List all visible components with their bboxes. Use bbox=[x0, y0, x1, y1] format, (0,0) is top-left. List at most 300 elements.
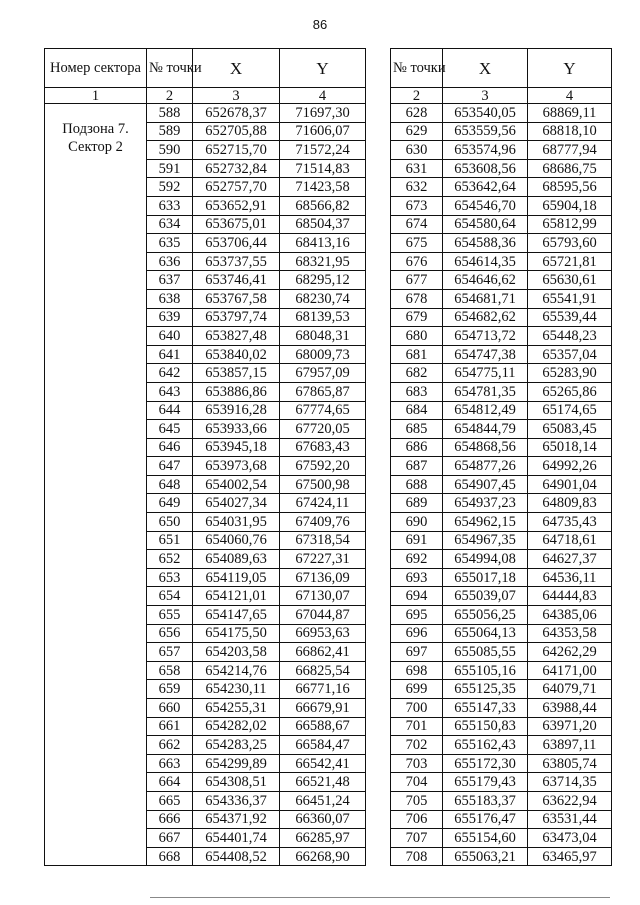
y-coordinate: 64992,26 bbox=[528, 457, 612, 476]
point-number: 675 bbox=[391, 234, 443, 253]
x-coordinate: 654283,25 bbox=[193, 736, 280, 755]
point-number: 592 bbox=[147, 178, 193, 197]
x-coordinate: 653840,02 bbox=[193, 345, 280, 364]
y-coordinate: 66825,54 bbox=[280, 661, 366, 680]
point-number: 665 bbox=[147, 791, 193, 810]
x-coordinate: 654907,45 bbox=[443, 475, 528, 494]
x-coordinate: 655147,33 bbox=[443, 699, 528, 718]
point-number: 680 bbox=[391, 327, 443, 346]
x-coordinate: 654747,38 bbox=[443, 345, 528, 364]
x-coordinate: 652715,70 bbox=[193, 141, 280, 160]
y-coordinate: 68504,37 bbox=[280, 215, 366, 234]
x-coordinate: 654614,35 bbox=[443, 252, 528, 271]
point-number: 691 bbox=[391, 531, 443, 550]
y-coordinate: 66268,90 bbox=[280, 847, 366, 866]
x-coordinate: 654775,11 bbox=[443, 364, 528, 383]
y-coordinate: 66862,41 bbox=[280, 643, 366, 662]
x-coordinate: 654255,31 bbox=[193, 699, 280, 718]
point-number: 643 bbox=[147, 382, 193, 401]
sector-label: Подзона 7. Сектор 2 bbox=[45, 104, 147, 866]
y-coordinate: 68009,73 bbox=[280, 345, 366, 364]
point-number: 645 bbox=[147, 420, 193, 439]
table-row bbox=[391, 736, 612, 755]
point-number: 654 bbox=[147, 587, 193, 606]
y-coordinate: 67957,09 bbox=[280, 364, 366, 383]
point-number: 588 bbox=[147, 104, 193, 123]
point-number: 673 bbox=[391, 196, 443, 215]
column-number: 4 bbox=[528, 88, 612, 104]
bottom-rule bbox=[150, 897, 610, 898]
x-coordinate: 653945,18 bbox=[193, 438, 280, 457]
y-coordinate: 68595,56 bbox=[528, 178, 612, 197]
page-number: 86 bbox=[312, 17, 328, 32]
point-number: 631 bbox=[391, 159, 443, 178]
x-coordinate: 655056,25 bbox=[443, 606, 528, 625]
y-coordinate: 67044,87 bbox=[280, 606, 366, 625]
table-row bbox=[391, 178, 612, 197]
point-number: 632 bbox=[391, 178, 443, 197]
y-coordinate: 64901,04 bbox=[528, 475, 612, 494]
point-number: 640 bbox=[147, 327, 193, 346]
y-coordinate: 64171,00 bbox=[528, 661, 612, 680]
table-row bbox=[391, 568, 612, 587]
point-number: 651 bbox=[147, 531, 193, 550]
point-number: 697 bbox=[391, 643, 443, 662]
coordinates-table-right bbox=[390, 48, 612, 866]
y-coordinate: 65265,86 bbox=[528, 382, 612, 401]
x-coordinate: 653642,64 bbox=[443, 178, 528, 197]
y-coordinate: 71514,83 bbox=[280, 159, 366, 178]
point-number: 662 bbox=[147, 736, 193, 755]
x-coordinate: 653886,86 bbox=[193, 382, 280, 401]
x-coordinate: 654877,26 bbox=[443, 457, 528, 476]
point-number: 628 bbox=[391, 104, 443, 123]
table-row bbox=[391, 829, 612, 848]
x-coordinate: 654580,64 bbox=[443, 215, 528, 234]
x-coordinate: 654682,62 bbox=[443, 308, 528, 327]
x-coordinate: 653916,28 bbox=[193, 401, 280, 420]
point-number: 647 bbox=[147, 457, 193, 476]
x-coordinate: 653827,48 bbox=[193, 327, 280, 346]
point-number: 676 bbox=[391, 252, 443, 271]
y-coordinate: 65812,99 bbox=[528, 215, 612, 234]
y-coordinate: 67424,11 bbox=[280, 494, 366, 513]
point-number: 688 bbox=[391, 475, 443, 494]
x-coordinate: 653540,05 bbox=[443, 104, 528, 123]
y-coordinate: 64627,37 bbox=[528, 550, 612, 569]
point-number: 702 bbox=[391, 736, 443, 755]
table-row bbox=[391, 643, 612, 662]
point-number: 663 bbox=[147, 754, 193, 773]
point-number: 668 bbox=[147, 847, 193, 866]
x-coordinate: 653933,66 bbox=[193, 420, 280, 439]
x-coordinate: 654646,62 bbox=[443, 271, 528, 290]
y-coordinate: 64262,29 bbox=[528, 643, 612, 662]
point-number: 693 bbox=[391, 568, 443, 587]
y-coordinate: 64385,06 bbox=[528, 606, 612, 625]
point-number: 655 bbox=[147, 606, 193, 625]
table-row bbox=[391, 271, 612, 290]
x-coordinate: 653857,15 bbox=[193, 364, 280, 383]
y-coordinate: 65357,04 bbox=[528, 345, 612, 364]
y-coordinate: 66285,97 bbox=[280, 829, 366, 848]
point-number: 653 bbox=[147, 568, 193, 587]
y-coordinate: 67130,07 bbox=[280, 587, 366, 606]
point-number: 666 bbox=[147, 810, 193, 829]
y-coordinate: 68321,95 bbox=[280, 252, 366, 271]
x-coordinate: 655179,43 bbox=[443, 773, 528, 792]
x-coordinate: 654203,58 bbox=[193, 643, 280, 662]
table-row bbox=[391, 810, 612, 829]
x-coordinate: 654060,76 bbox=[193, 531, 280, 550]
column-number-row bbox=[391, 88, 612, 104]
y-coordinate: 63622,94 bbox=[528, 791, 612, 810]
x-coordinate: 654937,23 bbox=[443, 494, 528, 513]
point-number: 661 bbox=[147, 717, 193, 736]
y-coordinate: 68686,75 bbox=[528, 159, 612, 178]
x-coordinate: 653652,91 bbox=[193, 196, 280, 215]
x-coordinate: 654401,74 bbox=[193, 829, 280, 848]
table-row bbox=[391, 606, 612, 625]
y-coordinate: 66953,63 bbox=[280, 624, 366, 643]
table-row bbox=[391, 773, 612, 792]
x-coordinate: 653746,41 bbox=[193, 271, 280, 290]
point-number: 686 bbox=[391, 438, 443, 457]
point-number: 633 bbox=[147, 196, 193, 215]
y-coordinate: 68413,16 bbox=[280, 234, 366, 253]
y-coordinate: 71697,30 bbox=[280, 104, 366, 123]
table-row bbox=[391, 141, 612, 160]
table-row bbox=[391, 289, 612, 308]
point-number: 648 bbox=[147, 475, 193, 494]
table-row bbox=[391, 382, 612, 401]
header-row bbox=[45, 49, 366, 88]
point-number: 635 bbox=[147, 234, 193, 253]
y-coordinate: 65018,14 bbox=[528, 438, 612, 457]
header-y: Y bbox=[280, 49, 366, 88]
point-number: 644 bbox=[147, 401, 193, 420]
x-coordinate: 654781,35 bbox=[443, 382, 528, 401]
table-row bbox=[391, 104, 612, 123]
x-coordinate: 653797,74 bbox=[193, 308, 280, 327]
table-row bbox=[391, 699, 612, 718]
y-coordinate: 65448,23 bbox=[528, 327, 612, 346]
point-number: 642 bbox=[147, 364, 193, 383]
point-number: 649 bbox=[147, 494, 193, 513]
x-coordinate: 655154,60 bbox=[443, 829, 528, 848]
point-number: 634 bbox=[147, 215, 193, 234]
point-number: 677 bbox=[391, 271, 443, 290]
y-coordinate: 67136,09 bbox=[280, 568, 366, 587]
x-coordinate: 652757,70 bbox=[193, 178, 280, 197]
table-row bbox=[391, 159, 612, 178]
point-number: 667 bbox=[147, 829, 193, 848]
point-number: 646 bbox=[147, 438, 193, 457]
x-coordinate: 655162,43 bbox=[443, 736, 528, 755]
x-coordinate: 654299,89 bbox=[193, 754, 280, 773]
table-row bbox=[391, 754, 612, 773]
point-number: 707 bbox=[391, 829, 443, 848]
table-row bbox=[391, 457, 612, 476]
y-coordinate: 64735,43 bbox=[528, 513, 612, 532]
point-number: 629 bbox=[391, 122, 443, 141]
table-row bbox=[391, 550, 612, 569]
x-coordinate: 654408,52 bbox=[193, 847, 280, 866]
point-number: 685 bbox=[391, 420, 443, 439]
y-coordinate: 64079,71 bbox=[528, 680, 612, 699]
y-coordinate: 67774,65 bbox=[280, 401, 366, 420]
x-coordinate: 654994,08 bbox=[443, 550, 528, 569]
table-row bbox=[391, 234, 612, 253]
y-coordinate: 67720,05 bbox=[280, 420, 366, 439]
x-coordinate: 654119,05 bbox=[193, 568, 280, 587]
y-coordinate: 66360,07 bbox=[280, 810, 366, 829]
table-row bbox=[391, 717, 612, 736]
y-coordinate: 64353,58 bbox=[528, 624, 612, 643]
x-coordinate: 654027,34 bbox=[193, 494, 280, 513]
table-row bbox=[391, 420, 612, 439]
y-coordinate: 71423,58 bbox=[280, 178, 366, 197]
table-row bbox=[391, 661, 612, 680]
x-coordinate: 654812,49 bbox=[443, 401, 528, 420]
point-number: 638 bbox=[147, 289, 193, 308]
y-coordinate: 67592,20 bbox=[280, 457, 366, 476]
x-coordinate: 655176,47 bbox=[443, 810, 528, 829]
x-coordinate: 653559,56 bbox=[443, 122, 528, 141]
column-number: 3 bbox=[193, 88, 280, 104]
point-number: 650 bbox=[147, 513, 193, 532]
header-row bbox=[391, 49, 612, 88]
x-coordinate: 654962,15 bbox=[443, 513, 528, 532]
point-number: 652 bbox=[147, 550, 193, 569]
point-number: 706 bbox=[391, 810, 443, 829]
table-row bbox=[391, 847, 612, 866]
y-coordinate: 66451,24 bbox=[280, 791, 366, 810]
x-coordinate: 653675,01 bbox=[193, 215, 280, 234]
y-coordinate: 65721,81 bbox=[528, 252, 612, 271]
table-row bbox=[391, 327, 612, 346]
y-coordinate: 66521,48 bbox=[280, 773, 366, 792]
table-row bbox=[391, 196, 612, 215]
x-coordinate: 655017,18 bbox=[443, 568, 528, 587]
point-number: 630 bbox=[391, 141, 443, 160]
x-coordinate: 654308,51 bbox=[193, 773, 280, 792]
x-coordinate: 652732,84 bbox=[193, 159, 280, 178]
table-row bbox=[391, 364, 612, 383]
x-coordinate: 655105,16 bbox=[443, 661, 528, 680]
point-number: 696 bbox=[391, 624, 443, 643]
y-coordinate: 64809,83 bbox=[528, 494, 612, 513]
y-coordinate: 66588,67 bbox=[280, 717, 366, 736]
y-coordinate: 65083,45 bbox=[528, 420, 612, 439]
x-coordinate: 652705,88 bbox=[193, 122, 280, 141]
x-coordinate: 655039,07 bbox=[443, 587, 528, 606]
point-number: 704 bbox=[391, 773, 443, 792]
y-coordinate: 71572,24 bbox=[280, 141, 366, 160]
x-coordinate: 654147,65 bbox=[193, 606, 280, 625]
table-row bbox=[391, 587, 612, 606]
x-coordinate: 654681,71 bbox=[443, 289, 528, 308]
x-coordinate: 655150,83 bbox=[443, 717, 528, 736]
header-x: X bbox=[443, 49, 528, 88]
x-coordinate: 654089,63 bbox=[193, 550, 280, 569]
column-number: 2 bbox=[147, 88, 193, 104]
point-number: 701 bbox=[391, 717, 443, 736]
y-coordinate: 65630,61 bbox=[528, 271, 612, 290]
x-coordinate: 655085,55 bbox=[443, 643, 528, 662]
y-coordinate: 68818,10 bbox=[528, 122, 612, 141]
point-number: 641 bbox=[147, 345, 193, 364]
table-row bbox=[391, 531, 612, 550]
point-number: 682 bbox=[391, 364, 443, 383]
y-coordinate: 65793,60 bbox=[528, 234, 612, 253]
y-coordinate: 68777,94 bbox=[528, 141, 612, 160]
x-coordinate: 654336,37 bbox=[193, 791, 280, 810]
point-number: 674 bbox=[391, 215, 443, 234]
y-coordinate: 67683,43 bbox=[280, 438, 366, 457]
point-number: 658 bbox=[147, 661, 193, 680]
y-coordinate: 63714,35 bbox=[528, 773, 612, 792]
point-number: 637 bbox=[147, 271, 193, 290]
point-number: 698 bbox=[391, 661, 443, 680]
y-coordinate: 65904,18 bbox=[528, 196, 612, 215]
point-number: 705 bbox=[391, 791, 443, 810]
y-coordinate: 66542,41 bbox=[280, 754, 366, 773]
point-number: 591 bbox=[147, 159, 193, 178]
table-row bbox=[45, 104, 366, 123]
y-coordinate: 65541,91 bbox=[528, 289, 612, 308]
point-number: 589 bbox=[147, 122, 193, 141]
y-coordinate: 67409,76 bbox=[280, 513, 366, 532]
y-coordinate: 63473,04 bbox=[528, 829, 612, 848]
point-number: 690 bbox=[391, 513, 443, 532]
y-coordinate: 68869,11 bbox=[528, 104, 612, 123]
y-coordinate: 63897,11 bbox=[528, 736, 612, 755]
x-coordinate: 654230,11 bbox=[193, 680, 280, 699]
x-coordinate: 654713,72 bbox=[443, 327, 528, 346]
x-coordinate: 654031,95 bbox=[193, 513, 280, 532]
x-coordinate: 655172,30 bbox=[443, 754, 528, 773]
y-coordinate: 63988,44 bbox=[528, 699, 612, 718]
x-coordinate: 654282,02 bbox=[193, 717, 280, 736]
x-coordinate: 654546,70 bbox=[443, 196, 528, 215]
x-coordinate: 655063,21 bbox=[443, 847, 528, 866]
y-coordinate: 64718,61 bbox=[528, 531, 612, 550]
table-row bbox=[391, 438, 612, 457]
point-number: 590 bbox=[147, 141, 193, 160]
point-number: 679 bbox=[391, 308, 443, 327]
x-coordinate: 653608,56 bbox=[443, 159, 528, 178]
y-coordinate: 68048,31 bbox=[280, 327, 366, 346]
x-coordinate: 653737,55 bbox=[193, 252, 280, 271]
coordinates-table-left bbox=[44, 48, 366, 866]
x-coordinate: 654371,92 bbox=[193, 810, 280, 829]
header-sector-number: Номер сектора bbox=[45, 49, 147, 88]
x-coordinate: 653767,58 bbox=[193, 289, 280, 308]
point-number: 656 bbox=[147, 624, 193, 643]
table-row bbox=[391, 475, 612, 494]
point-number: 683 bbox=[391, 382, 443, 401]
x-coordinate: 655183,37 bbox=[443, 791, 528, 810]
y-coordinate: 68295,12 bbox=[280, 271, 366, 290]
x-coordinate: 655064,13 bbox=[443, 624, 528, 643]
x-coordinate: 654175,50 bbox=[193, 624, 280, 643]
y-coordinate: 64536,11 bbox=[528, 568, 612, 587]
x-coordinate: 653706,44 bbox=[193, 234, 280, 253]
header-y: Y bbox=[528, 49, 612, 88]
y-coordinate: 63465,97 bbox=[528, 847, 612, 866]
y-coordinate: 64444,83 bbox=[528, 587, 612, 606]
y-coordinate: 65174,65 bbox=[528, 401, 612, 420]
y-coordinate: 67865,87 bbox=[280, 382, 366, 401]
x-coordinate: 654967,35 bbox=[443, 531, 528, 550]
table-row bbox=[391, 252, 612, 271]
table-row bbox=[391, 680, 612, 699]
table-row bbox=[391, 513, 612, 532]
y-coordinate: 63971,20 bbox=[528, 717, 612, 736]
header-x: X bbox=[193, 49, 280, 88]
x-coordinate: 654844,79 bbox=[443, 420, 528, 439]
x-coordinate: 652678,37 bbox=[193, 104, 280, 123]
point-number: 660 bbox=[147, 699, 193, 718]
table-row bbox=[391, 494, 612, 513]
y-coordinate: 65539,44 bbox=[528, 308, 612, 327]
point-number: 678 bbox=[391, 289, 443, 308]
point-number: 694 bbox=[391, 587, 443, 606]
y-coordinate: 68230,74 bbox=[280, 289, 366, 308]
x-coordinate: 654121,01 bbox=[193, 587, 280, 606]
y-coordinate: 66771,16 bbox=[280, 680, 366, 699]
x-coordinate: 654588,36 bbox=[443, 234, 528, 253]
column-number: 1 bbox=[45, 88, 147, 104]
table-row bbox=[391, 345, 612, 364]
y-coordinate: 68566,82 bbox=[280, 196, 366, 215]
table-row bbox=[391, 308, 612, 327]
table-row bbox=[391, 791, 612, 810]
x-coordinate: 654002,54 bbox=[193, 475, 280, 494]
x-coordinate: 654214,76 bbox=[193, 661, 280, 680]
y-coordinate: 63805,74 bbox=[528, 754, 612, 773]
table-row bbox=[391, 624, 612, 643]
column-number-row bbox=[45, 88, 366, 104]
table-row bbox=[391, 122, 612, 141]
column-number: 2 bbox=[391, 88, 443, 104]
point-number: 689 bbox=[391, 494, 443, 513]
y-coordinate: 67227,31 bbox=[280, 550, 366, 569]
y-coordinate: 67500,98 bbox=[280, 475, 366, 494]
point-number: 699 bbox=[391, 680, 443, 699]
x-coordinate: 653973,68 bbox=[193, 457, 280, 476]
y-coordinate: 68139,53 bbox=[280, 308, 366, 327]
point-number: 659 bbox=[147, 680, 193, 699]
y-coordinate: 67318,54 bbox=[280, 531, 366, 550]
y-coordinate: 71606,07 bbox=[280, 122, 366, 141]
y-coordinate: 63531,44 bbox=[528, 810, 612, 829]
y-coordinate: 66679,91 bbox=[280, 699, 366, 718]
x-coordinate: 654868,56 bbox=[443, 438, 528, 457]
point-number: 639 bbox=[147, 308, 193, 327]
y-coordinate: 65283,90 bbox=[528, 364, 612, 383]
header-point-number: № точки bbox=[147, 49, 193, 88]
x-coordinate: 653574,96 bbox=[443, 141, 528, 160]
table-row bbox=[391, 215, 612, 234]
y-coordinate: 66584,47 bbox=[280, 736, 366, 755]
point-number: 681 bbox=[391, 345, 443, 364]
point-number: 664 bbox=[147, 773, 193, 792]
table-row bbox=[391, 401, 612, 420]
point-number: 692 bbox=[391, 550, 443, 569]
point-number: 703 bbox=[391, 754, 443, 773]
